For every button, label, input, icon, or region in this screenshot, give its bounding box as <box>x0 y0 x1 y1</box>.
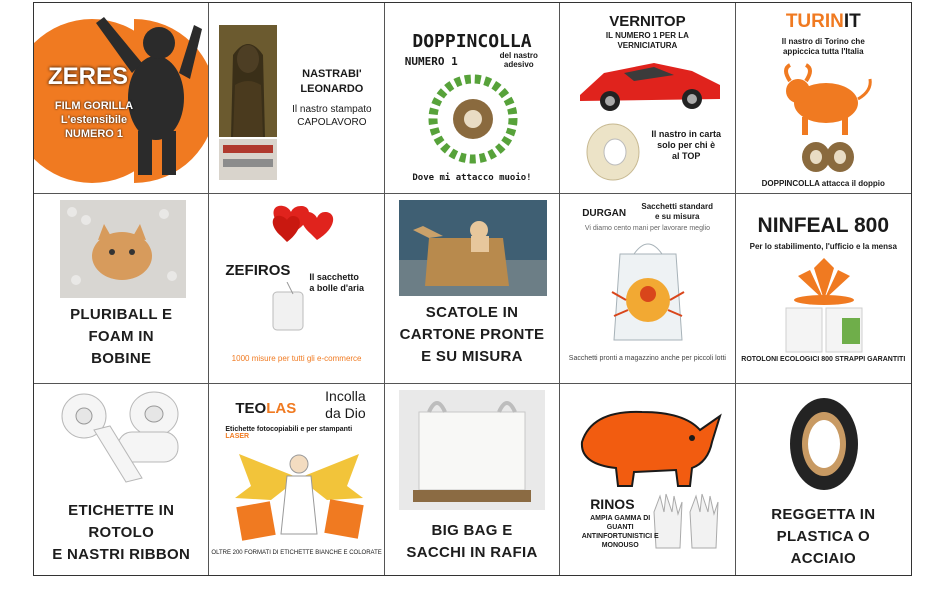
big-bag-image <box>399 390 545 510</box>
tile-doppincolla[interactable] <box>385 3 560 194</box>
plastic-bag-icon <box>600 236 696 344</box>
durgan-tagline: Vi diamo cento mani per lavorare meglio <box>584 224 710 232</box>
tile-zeres[interactable] <box>34 3 209 194</box>
teolas-brand: TEOLAS <box>235 400 297 418</box>
zefiros-title: ZEFIROS <box>225 261 291 279</box>
zeres-illustration <box>34 3 209 193</box>
cat-bubble-wrap-image <box>60 200 186 298</box>
zeres-subtitle: FILM GORILLA L'estensibile NUMERO 1 <box>54 100 134 140</box>
nastrabi-subtitle: Il nastro stampato CAPOLAVORO <box>292 104 372 128</box>
lotus-icon <box>784 254 864 306</box>
scatole-caption: SCATOLE IN CARTONE PRONTE E SU MISURA <box>399 303 545 365</box>
tile-durgan[interactable] <box>560 194 735 385</box>
product-grid <box>33 2 912 576</box>
label-rolls-image <box>54 390 194 486</box>
tile-reggetta[interactable] <box>736 384 911 575</box>
turinit-footer: DOPPINCOLLA attacca il doppio <box>761 179 885 188</box>
vernitop-subtitle: IL NUMERO 1 PER LA VERNICIATURA <box>605 31 689 50</box>
strapping-roll-icon <box>782 392 866 496</box>
vernitop-description: Il nastro in carta solo per chi è al TOP <box>651 129 721 161</box>
tile-pluriball[interactable] <box>34 194 209 385</box>
teolas-subtitle: Etichette fotocopiabili e per stampanti LASER <box>225 426 353 441</box>
tape-ivy-icon <box>423 73 523 165</box>
rinos-title: RINOS <box>590 496 635 513</box>
tile-ninfeal[interactable] <box>736 194 911 385</box>
etichette-caption: ETICHETTE IN ROTOLO E NASTRI RIBBON <box>52 502 191 564</box>
tile-nastrabi-leonardo[interactable] <box>209 3 384 194</box>
angel-labels-image <box>231 438 367 544</box>
red-car-image <box>574 51 724 117</box>
rinos-subtitle: AMPIA GAMMA DI GUANTI ANTINFORTUNISTICI E MONOUSO <box>581 515 659 550</box>
reggetta-caption: REGGETTA IN PLASTICA O ACCIAIO <box>771 506 876 568</box>
paper-tape-icon <box>584 121 642 183</box>
big-bag-caption: BIG BAG E SACCHI IN RAFIA <box>406 522 538 562</box>
child-in-box-image <box>399 200 547 296</box>
turinit-subtitle: Il nastro di Torino che appiccica tutta l'Italia <box>781 37 865 56</box>
doppincolla-footer: Dove mi attacco muoio! <box>412 173 532 183</box>
rhino-icon <box>572 402 724 488</box>
tile-vernitop[interactable] <box>560 3 735 194</box>
zeres-brand: ZERES <box>48 63 129 90</box>
tile-turinit[interactable] <box>736 3 911 194</box>
turinit-brand: TURINIT <box>785 11 861 32</box>
doppincolla-title: DOPPINCOLLA <box>412 31 532 52</box>
zefiros-footer: 1000 misure per tutti gli e-commerce <box>231 353 362 363</box>
zefiros-subtitle: Il sacchetto a bolle d'aria <box>309 271 365 293</box>
durgan-title: DURGAN <box>582 207 627 219</box>
teolas-slogan: Incolla da Dio <box>325 388 366 422</box>
durgan-subtitle: Sacchetti standard e su misura <box>641 201 713 221</box>
heart-balloons-icon <box>261 200 341 262</box>
bubble-bag-icon <box>267 282 317 340</box>
ninfeal-title: NINFEAL 800 <box>757 213 890 237</box>
doppincolla-number: NUMERO 1 <box>404 55 458 68</box>
tile-teolas[interactable] <box>209 384 384 575</box>
tile-big-bag[interactable] <box>385 384 560 575</box>
bull-icon <box>776 61 876 137</box>
ninfeal-footer: ROTOLONI ECOLOGICI 800 STRAPPI GARANTITI <box>741 355 906 363</box>
mona-lisa-image <box>219 25 277 180</box>
tile-rinos[interactable] <box>560 384 735 575</box>
toilet-rolls-icon <box>784 304 866 354</box>
tile-etichette[interactable] <box>34 384 209 575</box>
tile-zefiros[interactable] <box>209 194 384 385</box>
durgan-footer: Sacchetti pronti a magazzino anche per piccoli lotti <box>568 354 726 362</box>
vernitop-title: VERNITOP <box>609 13 686 30</box>
doppincolla-tag: del nastro adesivo <box>499 51 538 69</box>
tape-rolls-icon <box>800 139 856 175</box>
nastrabi-title: NASTRABI' LEONARDO <box>300 68 364 95</box>
teolas-footer: OLTRE 200 FORMATI DI ETICHETTE BIANCHE E COLORATE <box>211 550 382 557</box>
tile-scatole[interactable] <box>385 194 560 385</box>
pluriball-caption: PLURIBALL E FOAM IN BOBINE <box>70 305 173 367</box>
ninfeal-subtitle: Per lo stabilimento, l'ufficio e la mensa <box>749 241 897 251</box>
